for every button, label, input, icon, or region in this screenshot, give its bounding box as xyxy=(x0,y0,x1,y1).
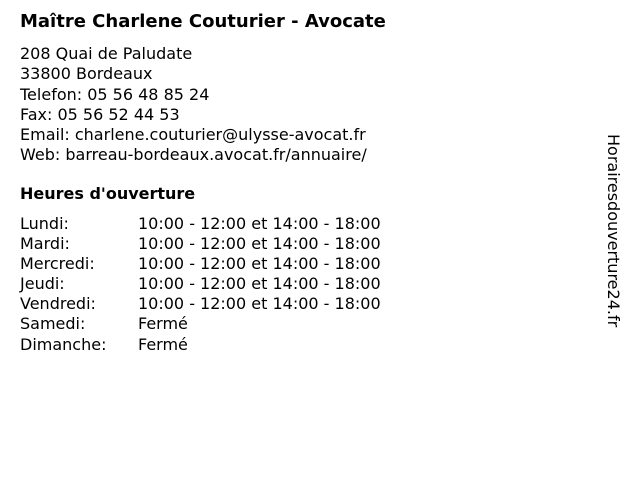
hours-row-sunday xyxy=(20,335,381,355)
day-hours: Fermé xyxy=(138,334,188,354)
hours-row-wednesday xyxy=(20,254,381,274)
day-label: Jeudi: xyxy=(20,274,65,294)
day-label: Lundi: xyxy=(20,214,69,233)
address-city: 33800 Bordeaux xyxy=(20,64,153,84)
fax-number: Fax: 05 56 52 44 53 xyxy=(20,104,180,124)
day-label: Dimanche: xyxy=(20,334,107,354)
day-hours: 10:00 - 12:00 et 14:00 - 18:00 xyxy=(138,274,381,294)
opening-hours-heading: Heures d'ouverture xyxy=(20,184,196,203)
day-hours: 10:00 - 12:00 et 14:00 - 18:00 xyxy=(138,294,381,314)
side-brand-watermark: Horairesdouverture24.fr xyxy=(604,134,623,328)
day-label: Samedi: xyxy=(20,314,86,334)
address-street: 208 Quai de Paludate xyxy=(20,44,193,63)
day-label: Mardi: xyxy=(20,234,70,254)
contact-block xyxy=(20,44,367,166)
day-hours: Fermé xyxy=(138,314,188,334)
hours-row-monday xyxy=(20,214,381,234)
hours-row-tuesday xyxy=(20,234,381,254)
day-hours: 10:00 - 12:00 et 14:00 - 18:00 xyxy=(138,254,381,274)
hours-row-thursday xyxy=(20,274,381,294)
page-title: Maître Charlene Couturier - Avocate xyxy=(20,11,386,32)
hours-row-saturday xyxy=(20,314,381,334)
phone-number: Telefon: 05 56 48 85 24 xyxy=(20,84,210,104)
hours-row-friday xyxy=(20,294,381,314)
day-label: Vendredi: xyxy=(20,294,96,314)
website: Web: barreau-bordeaux.avocat.fr/annuaire/ xyxy=(20,145,367,165)
opening-hours-table xyxy=(20,214,381,355)
day-hours: 10:00 - 12:00 et 14:00 - 18:00 xyxy=(138,234,381,254)
email-address: Email: charlene.couturier@ulysse-avocat.fr xyxy=(20,125,366,145)
day-hours: 10:00 - 12:00 et 14:00 - 18:00 xyxy=(138,214,381,233)
day-label: Mercredi: xyxy=(20,254,95,274)
